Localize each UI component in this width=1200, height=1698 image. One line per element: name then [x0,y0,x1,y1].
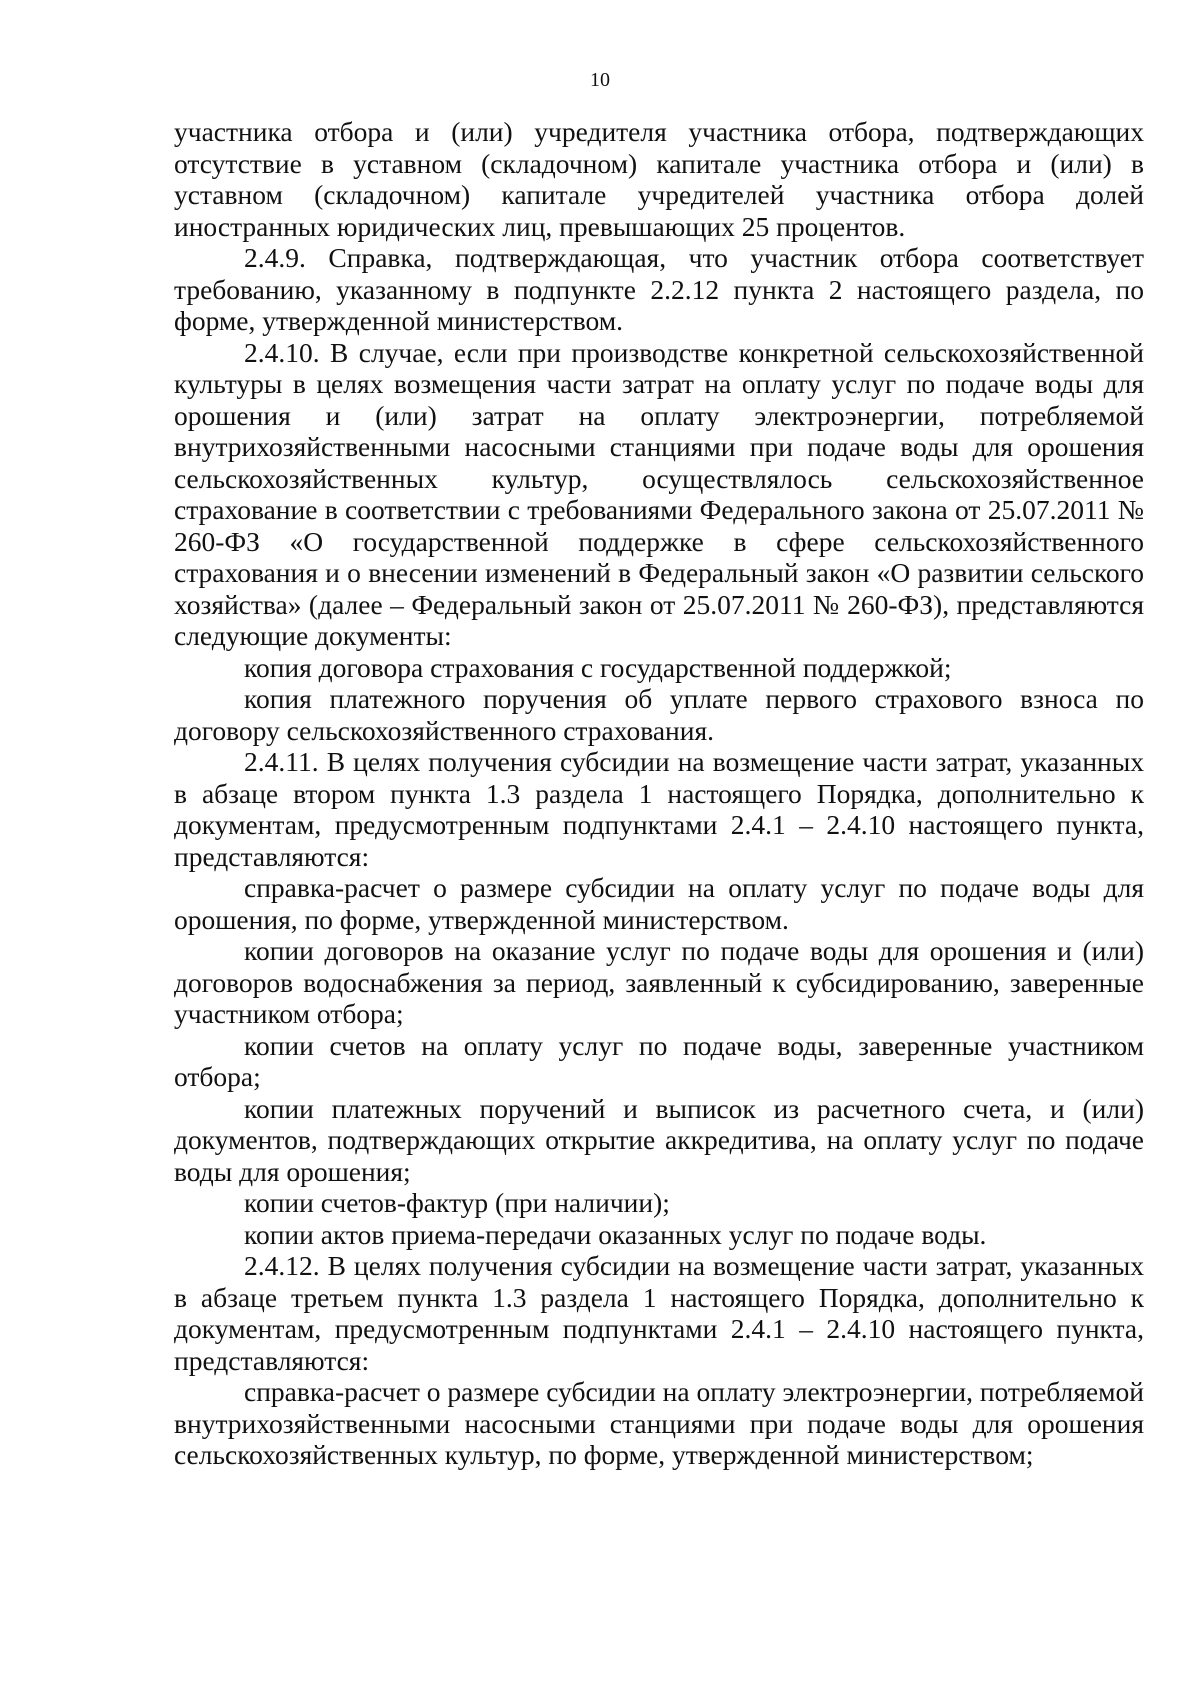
paragraph-2-4-9: 2.4.9. Справка, подтверждающая, что участник отбора соответствует требованию, указанному в подпункте 2.2.12 пункта 2 настоящего раздела, по форме, утвержденной министерством. [174,242,1144,336]
paragraph-2-4-12: 2.4.12. В целях получения субсидии на возмещение части затрат, указанных в абзаце третьем пункта 1.3 раздела 1 настоящего Порядка, дополнительно к документам, предусмотренным подпунктами 2.4.1 – 2.4.10 настоящего пункта, представляются: [174,1250,1144,1376]
list-item-tax-invoices: копии счетов-фактур (при наличии); [244,1187,670,1218]
list-item-invoices: копии счетов на оплату услуг по подаче воды, заверенные участником отбора; [174,1029,1144,1092]
list-item-insurance-contract: копия договора страхования с государственной поддержкой; [244,651,952,683]
list-item-calculation-electricity: справка-расчет о размере субсидии на оплату электроэнергии, потребляемой внутрихозяйственными насосными станциями при подаче воды для орошения сельскохозяйственных культур, по форме, утвержденной министерством; [174,1376,1144,1470]
list-item-acceptance-acts: копии актов приема-передачи оказанных услуг по подаче воды. [244,1218,987,1250]
document-body [174,116,1144,1471]
paragraph-continuation: участника отбора и (или) учредителя участника отбора, подтверждающих отсутствие в уставном (складочном) капитале участника отбора и (или) в уставном (складочном) капитале учредителей участника отбора долей иностранных юридических лиц, превышающих 25 процентов. [174,116,1144,242]
paragraph-2-4-10: 2.4.10. В случае, если при производстве конкретной сельскохозяйственной культуры в целях возмещения части затрат на оплату услуг по подаче воды для орошения и (или) затрат на оплату электроэнергии, потребляемой внутрихозяйственными насосными станциями при подаче воды для орошения сельскохозяйственных культур, осуществлялось сельскохозяйственное страхование в соответствии с требованиями Федерального закона от 25.07.2011 № 260-ФЗ «О государственной поддержке в сфере сельскохозяйственного страхования и о внесении изменений в Федеральный закон «О развитии сельского хозяйства» (далее – Федеральный закон от 25.07.2011 № 260-ФЗ), представляются следующие документы: [174,336,1144,651]
list-item-calculation-water: справка-расчет о размере субсидии на оплату услуг по подаче воды для орошения, по форме, утвержденной министерством. [174,872,1144,935]
list-item-service-contracts: копии договоров на оказание услуг по подаче воды для орошения и (или) договоров водоснабжения за период, заявленный к субсидированию, заверенные участником отбора; [174,935,1144,1029]
page-number: 10 [590,69,610,91]
paragraph-2-4-11: 2.4.11. В целях получения субсидии на возмещение части затрат, указанных в абзаце втором пункта 1.3 раздела 1 настоящего Порядка, дополнительно к документам, предусмотренным подпунктами 2.4.1 – 2.4.10 настоящего пункта, представляются: [174,746,1144,872]
list-item-payment-orders: копии платежных поручений и выписок из расчетного счета, и (или) документов, подтверждающих открытие аккредитива, на оплату услуг по подаче воды для орошения; [174,1092,1144,1187]
list-item-payment-order: копия платежного поручения об уплате первого страхового взноса по договору сельскохозяйственного страхования. [174,683,1144,746]
